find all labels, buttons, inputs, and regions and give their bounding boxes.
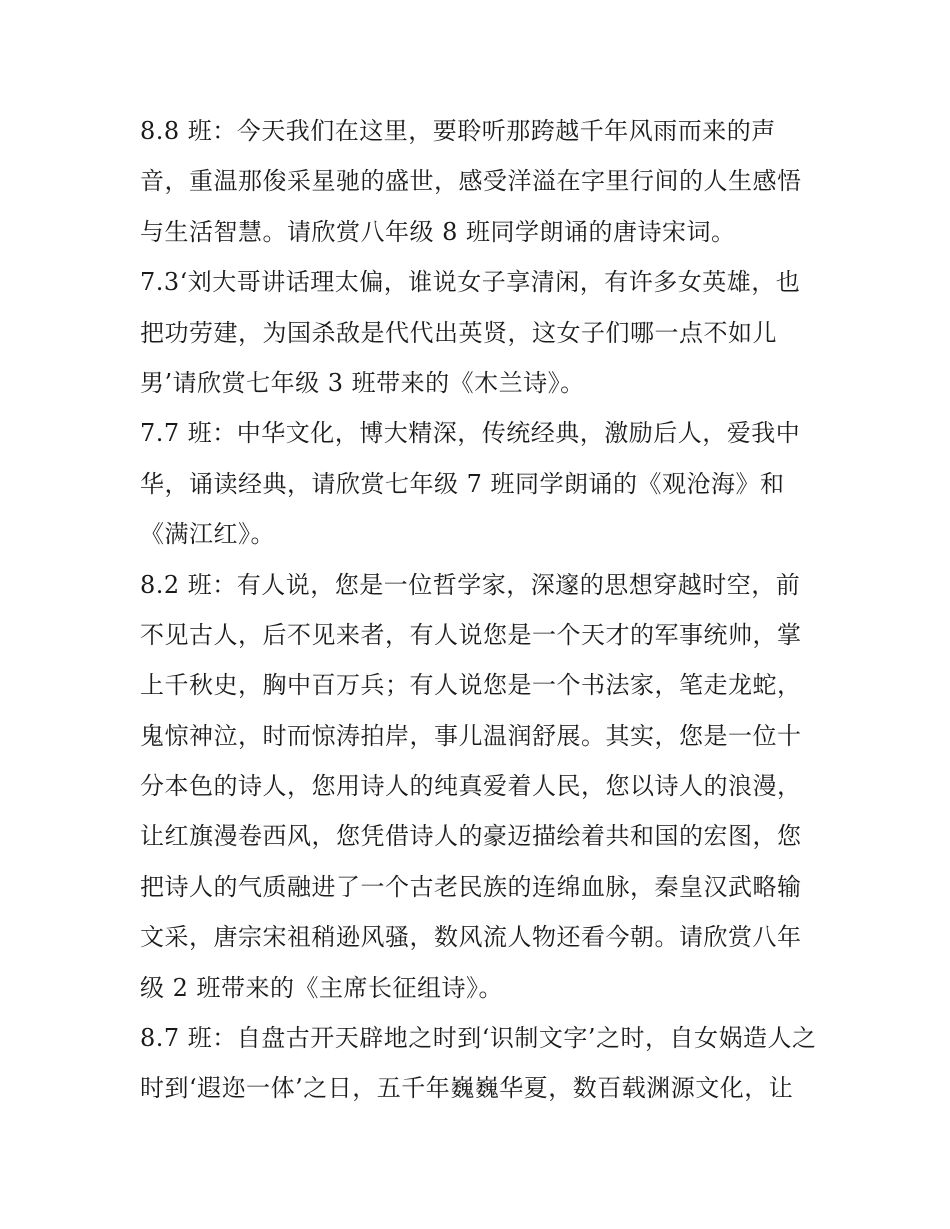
text-line: 8.2 班：有人说，您是一位哲学家，深邃的思想穿越时空，前 bbox=[140, 570, 801, 599]
text-line: 文采，唐宗宋祖稍逊风骚，数风流人物还看今朝。请欣赏八年 bbox=[140, 923, 802, 952]
text-line: 音，重温那俊采星驰的盛世，感受洋溢在字里行间的人生感悟 bbox=[140, 167, 802, 196]
text-line: 分本色的诗人，您用诗人的纯真爱着人民，您以诗人的浪漫， bbox=[140, 772, 802, 801]
text-line: 《满江红》。 bbox=[140, 520, 275, 549]
text-line: 时到‘遐迩一体’之日，五千年巍巍华夏，数百载渊源文化，让 bbox=[140, 1074, 794, 1103]
paragraph-class-8-8 bbox=[140, 106, 820, 257]
text-line: 7.7 班：中华文化，博大精深，传统经典，激励后人，爱我中 bbox=[140, 419, 801, 448]
document-body bbox=[140, 106, 820, 1114]
text-line: 把功劳建，为国杀敌是代代出英贤，这女子们哪一点不如儿 bbox=[140, 318, 777, 347]
text-line: 男’请欣赏七年级 3 班带来的《木兰诗》。 bbox=[140, 368, 585, 397]
text-line: 让红旗漫卷西风，您凭借诗人的豪迈描绘着共和国的宏图，您 bbox=[140, 822, 802, 851]
text-line: 把诗人的气质融进了一个古老民族的连绵血脉，秦皇汉武略输 bbox=[140, 872, 802, 901]
paragraph-class-7-7 bbox=[140, 408, 820, 559]
text-line: 不见古人，后不见来者，有人说您是一个天才的军事统帅，掌 bbox=[140, 620, 802, 649]
text-line: 鬼惊神泣，时而惊涛拍岸，事儿温润舒展。其实，您是一位十 bbox=[140, 721, 802, 750]
text-line: 7.3‘刘大哥讲话理太偏，谁说女子享清闲，有许多女英雄，也 bbox=[140, 268, 801, 297]
paragraph-class-8-7 bbox=[140, 1013, 820, 1114]
text-line: 上千秋史，胸中百万兵；有人说您是一个书法家，笔走龙蛇， bbox=[140, 671, 802, 700]
paragraph-class-8-2 bbox=[140, 560, 820, 1014]
paragraph-class-7-3 bbox=[140, 257, 820, 408]
text-line: 与生活智慧。请欣赏八年级 8 班同学朗诵的唐诗宋词。 bbox=[140, 217, 736, 246]
text-line: 8.8 班：今天我们在这里，要聆听那跨越千年风雨而来的声 bbox=[140, 117, 776, 145]
text-line: 8.7 班：自盘古开天辟地之时到‘识制文字’之时，自女娲造人之 bbox=[140, 1024, 817, 1053]
text-line: 华，诵读经典，请欣赏七年级 7 班同学朗诵的《观沧海》和 bbox=[140, 469, 785, 498]
text-line: 级 2 班带来的《主席长征组诗》。 bbox=[140, 973, 504, 1002]
